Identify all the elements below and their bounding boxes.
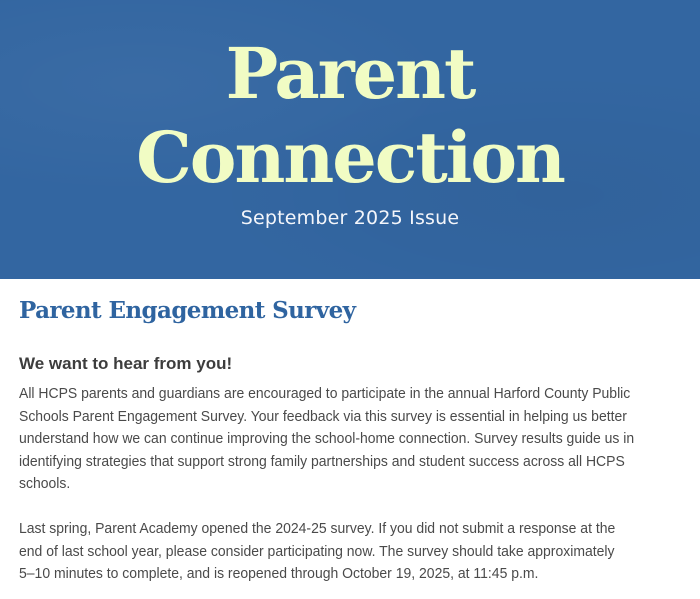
- paragraph-line: identifying strategies that support strong family partnerships and student success across all HCPS: [19, 452, 625, 470]
- paragraph-line: Schools Parent Engagement Survey. Your feedback via this survey is essential in helping us better: [19, 407, 627, 425]
- paragraph-line: understand how we can continue improving the school-home connection. Survey results guide us in: [19, 430, 635, 448]
- paragraph-line: All HCPS parents and guardians are encouraged to participate in the annual Harford County Public: [19, 385, 631, 402]
- article-paragraph-2: [19, 518, 681, 586]
- banner-title-line-2: Connection: [136, 116, 564, 199]
- paragraph-line: Last spring, Parent Academy opened the 2024-25 survey. If you did not submit a response at the: [19, 520, 616, 537]
- paragraph-line: schools.: [19, 475, 71, 493]
- banner-title-line-1: Parent: [225, 32, 475, 115]
- article-title: Parent Engagement Survey: [19, 297, 356, 324]
- paragraph-line: 5–10 minutes to complete, and is reopened through October 19, 2025, at 11:45 p.m.: [19, 565, 539, 583]
- issue-date: September 2025 Issue: [240, 207, 460, 229]
- newsletter-banner: [0, 0, 700, 279]
- article-subheading: We want to hear from you!: [19, 354, 233, 373]
- article-paragraph-1: [19, 383, 681, 496]
- article: [0, 279, 700, 599]
- paragraph-line: end of last school year, please consider participating now. The survey should take approximately: [19, 542, 615, 560]
